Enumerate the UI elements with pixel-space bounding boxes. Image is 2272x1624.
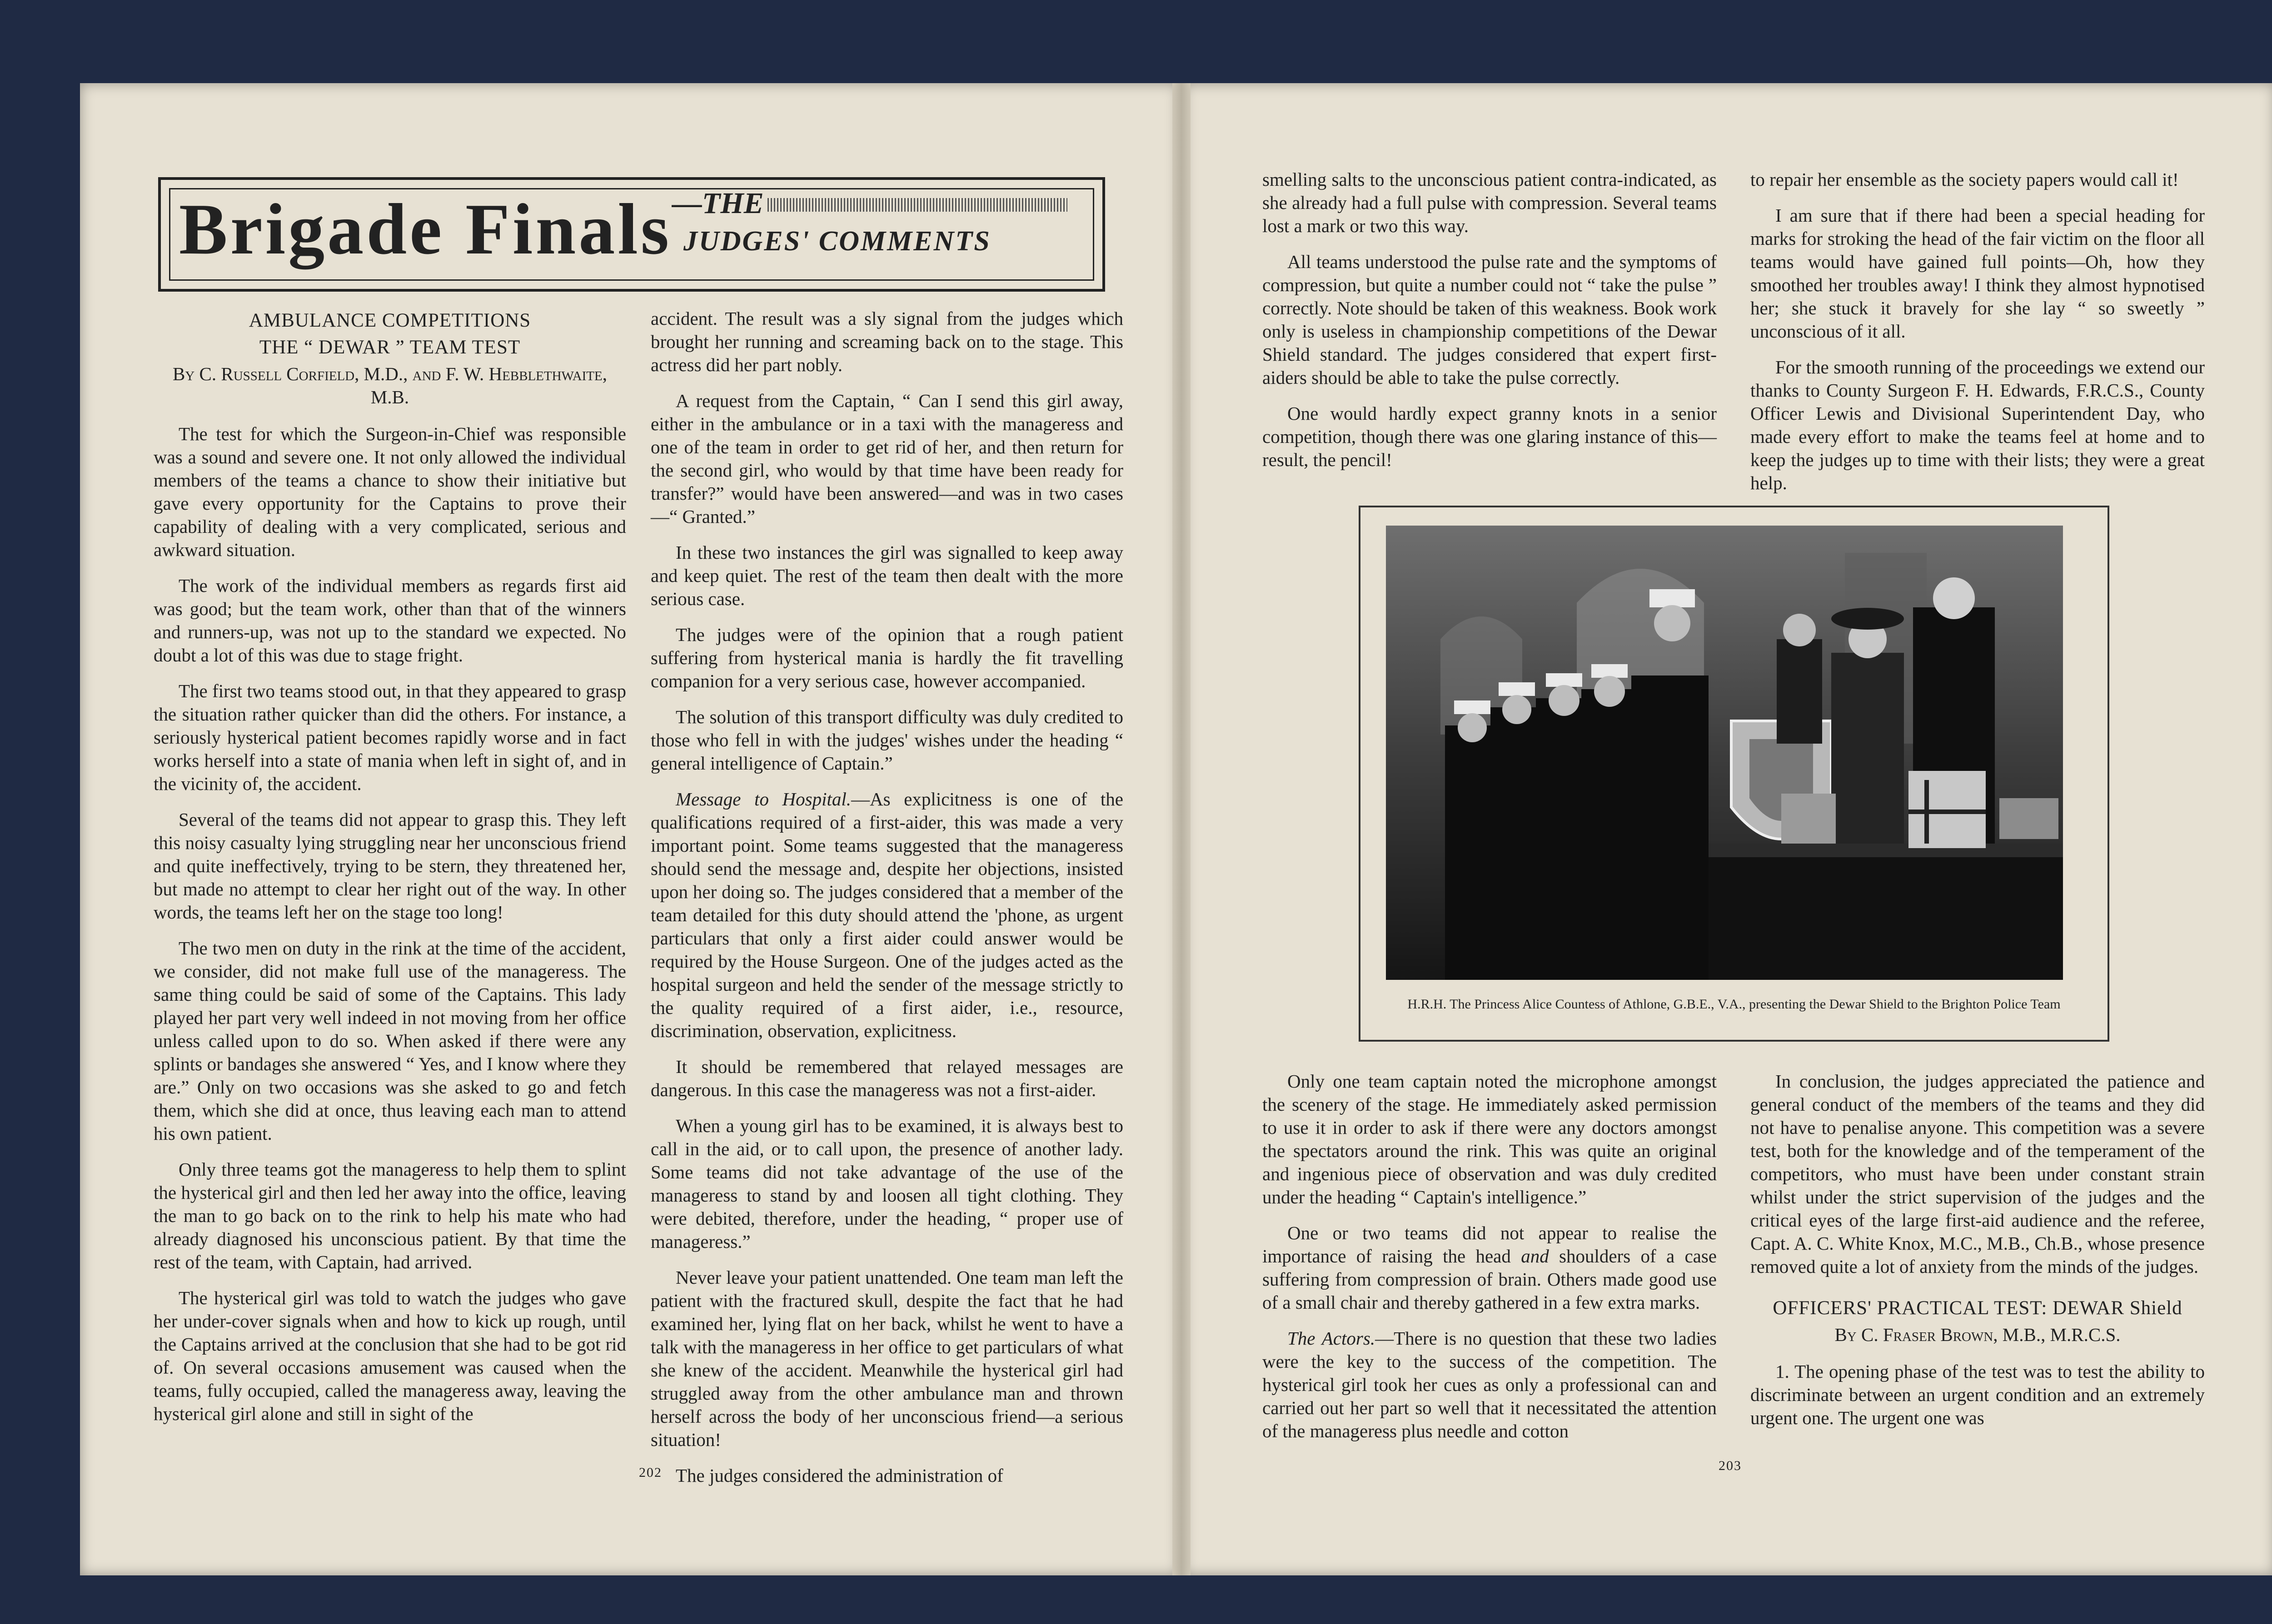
section-heading: AMBULANCE COMPETITIONS [249,310,531,331]
left-column-1 [154,309,626,1438]
right-column-1 [1262,168,1717,484]
paragraph-lead: The Actors. [1287,1328,1375,1349]
paragraph: One would hardly expect granny knots in a senior competition, though there was one glaring instance of this—result, the pencil! [1262,403,1717,470]
paragraph: I am sure that if there had been a special heading for marks for stroking the head of the fair victim on the floor all teams would have gained full points—Oh, how they smoothed her troubles away! I think they almost hypnotised her; she stuck it bravely for she lay “ so sweetly ” unconscious of it all. [1750,205,2205,342]
paragraph: Several of the teams did not appear to grasp this. They left this noisy casualty lying struggling near her unconscious friend and quite ineffectively, trying to be stern, they threatened her, but made no attempt to clear her right out of the way. In other words, the teams left her on the stage too long! [154,809,626,923]
paragraph: to repair her ensemble as the society papers would call it! [1750,169,2179,190]
paragraph: A request from the Captain, “ Can I send this girl away, either in the ambulance or in a taxi with the manageress and one of the team in order to get rid of her, and then return for the second girl, who would by that time have been ready for transfer?” would have been answered—and was in two cases—“ Granted.” [651,390,1123,527]
subtitle-judges-comments: JUDGES' COMMENTS [683,226,991,257]
paragraph: Never leave your patient unattended. One team man left the patient with the fractured skull, despite the fact that he had examined her, lying flat on her back, whilst he went to have a talk with the manageress in her office to get particulars of what she knew of the accident. Meanwhile the hysterical girl had struggled away from the other ambulance man and thrown herself across the body of her unconscious friend—a serious situation! [651,1267,1123,1450]
book-gutter [1172,83,1191,1575]
paragraph: The hysterical girl was told to watch the judges who gave her under-cover signals when and how to kick up rough, until the Captains arrived at the conclusion that she had to be got rid of. On several occasions amusement was caused when the teams, fully occupied, called the manageress away, leaving the hysterical girl alone and still in sight of the [154,1287,626,1424]
paragraph-lead: Message to Hospital. [676,789,852,810]
presentation-photo [1386,526,2063,980]
section-heading: OFFICERS' PRACTICAL TEST: DEWAR Shield [1773,1297,2182,1319]
paragraph: The test for which the Surgeon-in-Chief was responsible was a sound and severe one. It not only allowed the individual members of the teams a chance to show their initiative but gave every opportunity for the Captains to prove their capability of dealing with a very complicated, serious and awkward situation. [154,423,626,560]
section-subheading: THE “ DEWAR ” TEAM TEST [259,337,521,358]
left-column-2 [651,307,1123,1500]
paragraph: The first two teams stood out, in that they appeared to grasp the situation rather quicker than did the others. For instance, a seriously hysterical patient becomes rapidly worse and in fact works herself into a state of mania when left in sight of, and in the vicinity of, the accident. [154,680,626,794]
paragraph: For the smooth running of the proceedings we extend our thanks to County Surgeon F. H. Edwards, F.R.C.S., County Officer Lewis and Divisional Superintendent Day, who made every effort to make the teams feel at home and to keep the judges up to time with their lists; they were a great help. [1750,357,2205,493]
paragraph: The judges were of the opinion that a rough patient suffering from hysterical mania is hardly the fit travelling companion for a very serious case, however accompanied. [651,624,1123,691]
photo-caption: H.R.H. The Princess Alice Countess of Athlone, G.B.E., V.A., presenting the Dewar Shield to the Brighton Police Team [1407,997,2061,1012]
paragraph-head-shoulders [1262,1222,1717,1314]
paragraph: The judges considered the administration of [676,1465,1003,1486]
page-number-right: 203 [1719,1458,1742,1473]
right-column-3 [1262,1070,1717,1455]
paragraph: 1. The opening phase of the test was to test the ability to discriminate between an urgent condition and an extremely urgent one. The urgent one was [1750,1361,2205,1428]
subtitle-the: —THE [672,187,764,220]
decorative-dot-rule [767,198,1067,212]
paragraph: The solution of this transport difficulty was duly credited to those who fell in with the judges' wishes under the heading “ general intelligence of Captain.” [651,706,1123,774]
article-title: Brigade Finals [179,189,672,269]
byline: By C. Fraser Brown, M.B., M.R.C.S. [1834,1324,2121,1345]
paragraph-emphasis: and [1521,1246,1549,1266]
paragraph-message-to-hospital [651,788,1123,1043]
paragraph: In conclusion, the judges appreciated the patience and general conduct of the members of the teams and they did not have to penalise anyone. This competition was a severe test, both for the knowledge and of the temperament of the competitors, who must have been under constant strain whilst under the strict supervision of the judges and the critical eyes of the large first-aid audience and the referee, Capt. A. C. White Knox, M.C., M.B., Ch.B., whose presence removed quite a lot of anxiety from the minds of the judges. [1750,1071,2205,1277]
byline: By C. Russell Corfield, M.D., and F. W. Hebblethwaite, M.B. [172,363,607,407]
paragraph-part: One or two teams did not appear to realise the importance of raising the head [1262,1222,1717,1266]
photo-figure [1359,506,2109,1042]
paragraph-part: shoulders of a case suffering from compression of brain. Others made good use of a small chair and thereby gathered in a few extra marks. [1262,1246,1717,1313]
paragraph: The work of the individual members as regards first aid was good; but the team work, other than that of the winners and runners-up, was not up to the standard we expected. No doubt a lot of this was due to stage fright. [154,575,626,665]
paragraph: When a young girl has to be examined, it is always best to call in the aid, or to call upon, the presence of another lady. Some teams did not take advantage of the use of the manageress to stand by and loosen all tight clothing. They were debited, therefore, under the heading, “ proper use of manageress.” [651,1115,1123,1252]
page-number-left: 202 [639,1465,662,1480]
right-column-4 [1750,1070,2205,1442]
paragraph: accident. The result was a sly signal from the judges which brought her running and screaming back on to the stage. This actress did her part nobly. [651,308,1123,375]
photo-illustration [1386,526,2063,980]
paragraph: In these two instances the girl was signalled to keep away and keep quiet. The rest of the team then dealt with the more serious case. [651,542,1123,609]
paragraph-body: —As explicitness is one of the qualifications required of a first-aider, this was made a very important point. Some teams suggested that the manageress should send the message and, despite her objections, insisted upon her doing so. The judges considered that a member of the team detailed for this duty should attend the 'phone, as urgent particulars that only a first aider could answer would be required by the House Surgeon. One of the judges acted as the hospital surgeon and held the sender of the message strictly to the quality required of a first aider, i.e., resource, discrimination, observation, explicitness. [651,789,1124,1041]
paragraph: smelling salts to the unconscious patient contra-indicated, as she already had a full pulse with compression. Several teams lost a mark or two this way. [1262,169,1717,236]
article-header [158,177,1105,292]
paragraph: All teams understood the pulse rate and the symptoms of compression, but quite a number could not “ take the pulse ” correctly. Note should be taken of this weakness. Book work only is useless in championship competitions of the Dewar Shield standard. The judges considered that expert first-aiders should be able to take the pulse correctly. [1262,251,1717,388]
paragraph-the-actors [1262,1327,1717,1443]
paragraph: The two men on duty in the rink at the time of the accident, we consider, did not make full use of the manageress. The same thing could be said of some of the Captains. This lady played her part very well indeed in not moving from her office unless called upon to do so. When asked if there were any splints or bandages she answered “ Yes, and I know where they are.” Only on two occasions was she asked to go and fetch them, which she did at once, thus leaving each man to attend his own patient. [154,938,626,1144]
paragraph: Only one team captain noted the microphone amongst the scenery of the stage. He immediately asked permission to use it in order to ask if there were any doctors amongst the spectators around the rink. This was quite an original and ingenious piece of observation and was duly credited under the heading “ Captain's intelligence.” [1262,1071,1717,1207]
paragraph: It should be remembered that relayed messages are dangerous. In this case the manageress was not a first-aider. [651,1056,1123,1100]
paragraph: Only three teams got the manageress to help them to splint the hysterical girl and then led her away into the office, leaving the man to go back on to the rink to help his mate who had already diagnosed his unconscious patient. By that time the rest of the team, with Captain, had arrived. [154,1159,626,1272]
right-column-2 [1750,168,2205,507]
paragraph-body: —There is no question that these two ladies were the key to the success of the competition. The hysterical girl took her cues as only a professional can and carried out her part so well that it necessitated the attention of the manageress plus needle and cotton [1262,1328,1717,1441]
